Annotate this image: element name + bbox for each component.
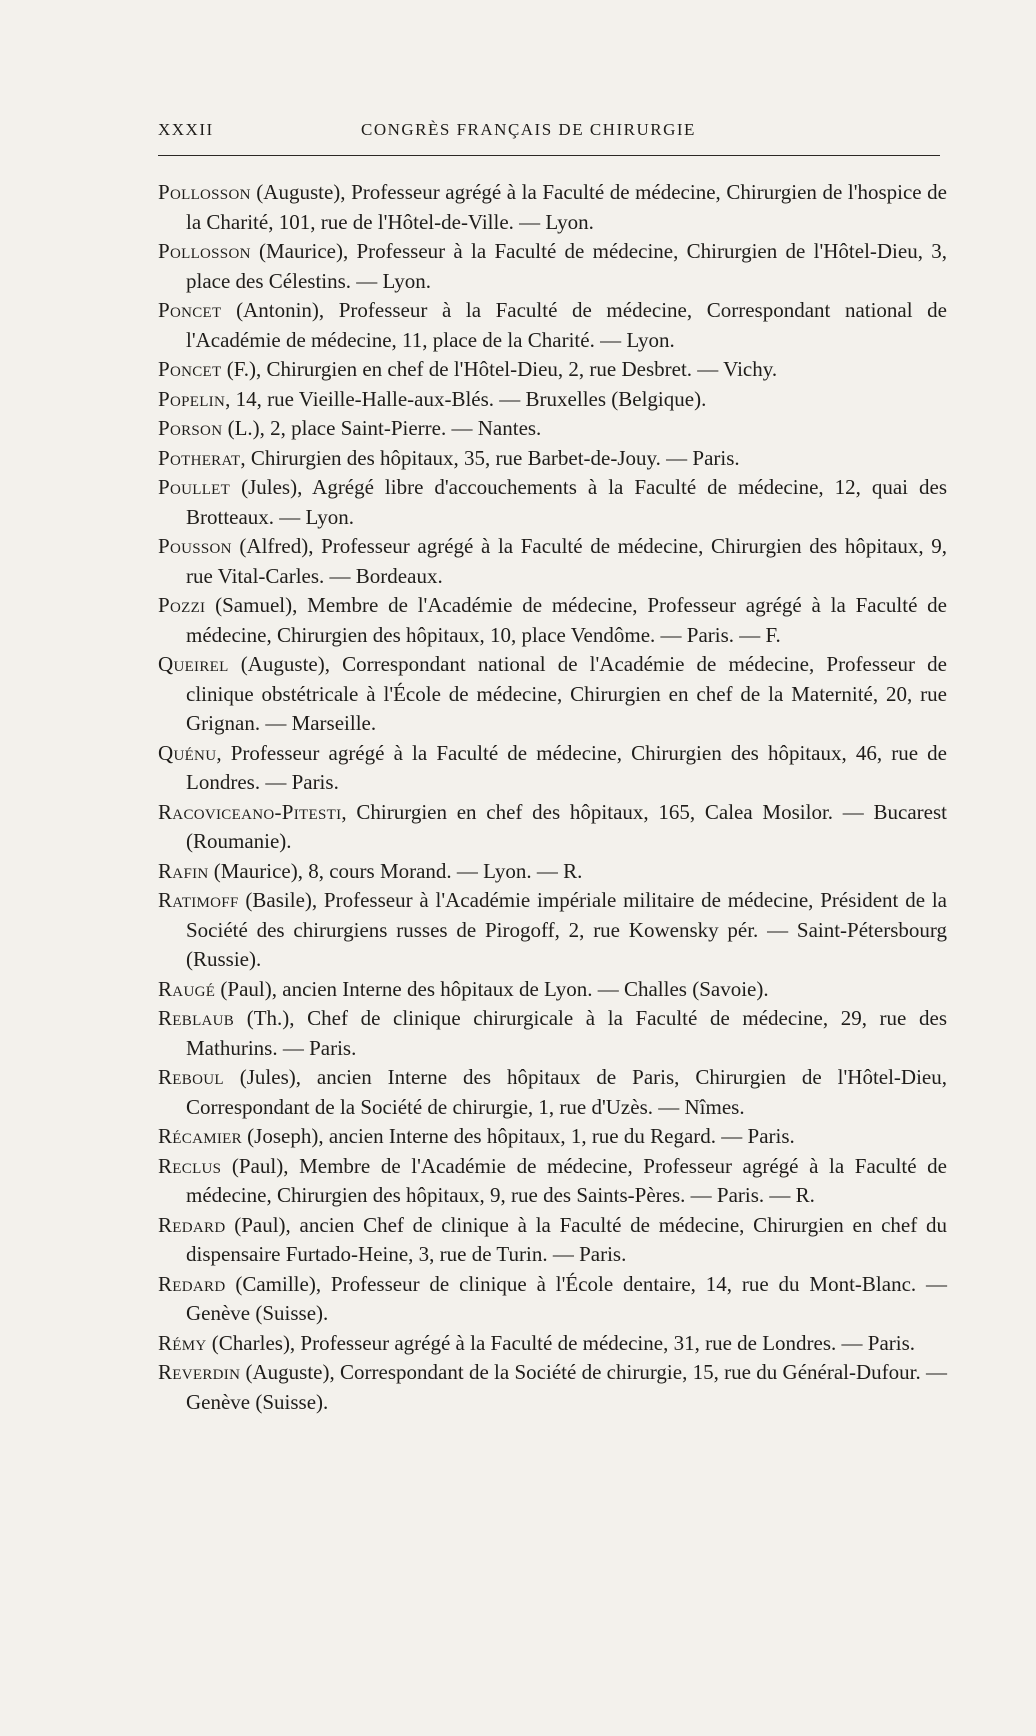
list-item <box>158 886 947 975</box>
member-details: (Paul), ancien Interne des hôpitaux de Lyon. — Challes (Savoie). <box>215 976 769 1001</box>
list-item <box>158 178 947 237</box>
member-name: Queirel <box>158 652 229 676</box>
member-name: Raugé <box>158 976 216 1001</box>
member-name: Poncet <box>158 298 222 322</box>
member-details: (Maurice), 8, cours Morand. — Lyon. — R. <box>208 858 583 883</box>
member-name: Reclus <box>158 1153 222 1178</box>
member-name: Récamier <box>158 1124 242 1148</box>
member-details: (L.), 2, place Saint-Pierre. — Nantes. <box>222 416 542 440</box>
member-name: Reblaub <box>158 1006 235 1030</box>
member-details: (Paul), ancien Chef de clinique à la Faculté de médecine, Chirurgien en chef du dispensaire Furtado-Heine, 3, rue de Turin. — Paris. <box>186 1212 947 1266</box>
member-details: , Chirurgien des hôpitaux, 35, rue Barbet-de-Jouy. — Paris. <box>240 445 740 470</box>
member-list <box>158 178 947 1417</box>
member-details: (Camille), Professeur de clinique à l'École dentaire, 14, rue du Mont-Blanc. — Genève (Suisse). <box>186 1271 947 1325</box>
member-name: Redard <box>158 1212 226 1237</box>
member-name: Reboul <box>158 1065 224 1089</box>
member-name: Pollosson <box>158 180 251 204</box>
page-number: XXXII <box>158 120 214 139</box>
list-item <box>158 237 947 296</box>
member-name: Potherat <box>158 445 241 470</box>
member-name: Reverdin <box>158 1360 241 1384</box>
member-details: , 14, rue Vieille-Halle-aux-Blés. — Bruxelles (Belgique). <box>225 386 707 411</box>
member-details: (Alfred), Professeur agrégé à la Faculté de médecine, Chirurgien des hôpitaux, 9, rue Vital-Carles. — Bordeaux. <box>186 534 947 588</box>
member-details: , Professeur agrégé à la Faculté de médecine, Chirurgien des hôpitaux, 46, rue de Londres. — Paris. <box>186 740 947 794</box>
list-item <box>158 1004 947 1063</box>
member-details: (Auguste), Correspondant de la Société de chirurgie, 15, rue du Général-Dufour. — Genève (Suisse). <box>186 1360 947 1414</box>
member-details: (Samuel), Membre de l'Académie de médecine, Professeur agrégé à la Faculté de médecine, Chirurgien des hôpitaux, 10, place Vendôme. — Paris. — F. <box>186 593 947 647</box>
member-details: (Maurice), Professeur à la Faculté de médecine, Chirurgien de l'Hôtel-Dieu, 3, place des Célestins. — Lyon. <box>186 239 947 293</box>
list-item <box>158 414 947 444</box>
member-name: Racoviceano-Pitesti <box>158 799 342 824</box>
list-item <box>158 798 947 857</box>
list-item <box>158 532 947 591</box>
page-header <box>158 118 944 146</box>
list-item <box>158 1211 947 1270</box>
list-item <box>158 975 947 1005</box>
member-name: Porson <box>158 416 223 440</box>
list-item <box>158 444 947 474</box>
member-name: Poullet <box>158 475 231 499</box>
list-item <box>158 385 947 415</box>
list-item <box>158 355 947 385</box>
list-item <box>158 591 947 650</box>
member-name: Pozzi <box>158 593 206 617</box>
member-details: (F.), Chirurgien en chef de l'Hôtel-Dieu, 2, rue Desbret. — Vichy. <box>221 357 778 381</box>
list-item <box>158 650 947 739</box>
running-title: CONGRÈS FRANÇAIS DE CHIRURGIE <box>361 120 696 139</box>
list-item <box>158 857 947 887</box>
member-name: Rafin <box>158 858 209 883</box>
member-details: , Chirurgien en chef des hôpitaux, 165, Calea Mosilor. — Bucarest (Roumanie). <box>186 799 947 853</box>
member-name: Pousson <box>158 534 232 558</box>
header-rule <box>158 155 940 156</box>
member-name: Redard <box>158 1271 226 1296</box>
list-item <box>158 1063 947 1122</box>
member-details: (Joseph), ancien Interne des hôpitaux, 1, rue du Regard. — Paris. <box>241 1124 795 1148</box>
list-item <box>158 473 947 532</box>
member-name: Rémy <box>158 1330 207 1355</box>
list-item <box>158 296 947 355</box>
member-details: (Basile), Professeur à l'Académie impériale militaire de médecine, Président de la Société des chirurgiens russes de Pirogoff, 2, rue Kowensky pér. — Saint-Pétersbourg (Russie). <box>186 888 947 971</box>
member-details: (Charles), Professeur agrégé à la Faculté de médecine, 31, rue de Londres. — Paris. <box>206 1330 916 1355</box>
member-details: (Th.), Chef de clinique chirurgicale à la Faculté de médecine, 29, rue des Mathurins. — Paris. <box>186 1006 947 1060</box>
member-details: (Auguste), Correspondant national de l'Académie de médecine, Professeur de clinique obstétricale à l'École de médecine, Chirurgien en chef de la Maternité, 20, rue Grignan. — Marseille. <box>186 652 947 735</box>
list-item <box>158 1152 947 1211</box>
member-name: Quénu <box>158 740 217 765</box>
member-name: Pollosson <box>158 239 251 263</box>
member-details: (Jules), ancien Interne des hôpitaux de Paris, Chirurgien de l'Hôtel-Dieu, Correspondant de la Société de chirurgie, 1, rue d'Uzès. — Nîmes. <box>186 1065 947 1119</box>
member-details: (Auguste), Professeur agrégé à la Faculté de médecine, Chirurgien de l'hospice de la Charité, 101, rue de l'Hôtel-de-Ville. — Lyon. <box>186 180 947 234</box>
member-name: Popelin <box>158 386 226 411</box>
list-item <box>158 1329 947 1359</box>
member-details: (Paul), Membre de l'Académie de médecine, Professeur agrégé à la Faculté de médecine, Chirurgien des hôpitaux, 9, rue des Saints-Pères. — Paris. — R. <box>186 1153 947 1207</box>
list-item <box>158 1270 947 1329</box>
member-details: (Antonin), Professeur à la Faculté de médecine, Correspondant national de l'Académie de médecine, 11, place de la Charité. — Lyon. <box>186 298 947 352</box>
list-item <box>158 1358 947 1417</box>
list-item <box>158 1122 947 1152</box>
member-name: Ratimoff <box>158 888 239 912</box>
member-name: Poncet <box>158 357 222 381</box>
list-item <box>158 739 947 798</box>
member-details: (Jules), Agrégé libre d'accouchements à la Faculté de médecine, 12, quai des Brotteaux. — Lyon. <box>186 475 947 529</box>
